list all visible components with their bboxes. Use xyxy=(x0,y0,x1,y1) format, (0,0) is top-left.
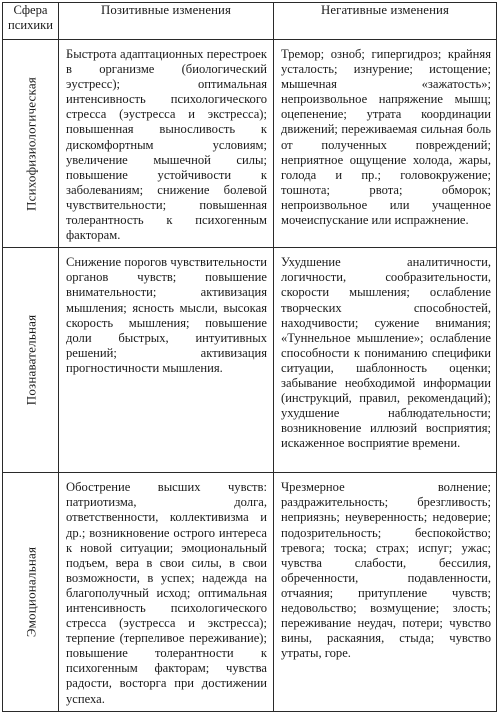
sphere-label: Психофизиологическая xyxy=(22,76,38,211)
header-sphere-cell xyxy=(3,3,59,40)
header-positive-cell: Позитивные изменения xyxy=(59,3,274,40)
sphere-cell xyxy=(3,40,59,248)
positive-cell xyxy=(59,473,274,711)
psyche-changes-table xyxy=(2,2,497,712)
table-row xyxy=(3,40,497,248)
sphere-cell xyxy=(3,473,59,711)
table-row xyxy=(3,248,497,473)
positive-text: Снижение порогов чувствительности органов чувств; повышение внимательности; активизация мышления; ясность мысли, высокая скорость мышления; повышение доли быстрых, интуитивных решений; активизация прогностичности мышления. xyxy=(66,255,267,375)
negative-text: Тремор; озноб; гипергидроз; крайняя усталость; изнурение; истощение; мышечная «зажатость»; непроизвольное напряжение мышц; оцепенение; утрата координации движений; переживаемая сильная боль от полученных повреждений; неприятное ощущение холода, жары, голода и пр.; головокружение; тошнота; рвота; обморок; непроизвольное или учащенное мочеиспускание или испражнение. xyxy=(281,47,491,228)
negative-text: Чрезмерное волнение; раздражительность; брезгливость; неприязнь; неуверенность; недоверие; подозрительность; беспокойство; тревога; тоска; страх; испуг; ужас; чувства слабости, бессилия, обреченности, подавленности, отчаяния; притупление чувств; недовольство; возмущение; злость; переживание неудач, потери; чувство вины, раскаяния, стыда; чувство утраты, горе. xyxy=(281,480,491,661)
table-header-row xyxy=(3,3,497,40)
negative-cell xyxy=(274,473,497,711)
negative-cell xyxy=(274,248,497,473)
positive-cell xyxy=(59,248,274,473)
header-negative-cell: Негативные изменения xyxy=(274,3,497,40)
positive-cell xyxy=(59,40,274,248)
header-sphere-line2: психики xyxy=(8,18,53,32)
sphere-label: Эмоциональная xyxy=(22,546,38,638)
negative-text: Ухудшение аналитичности, логичности, сообразительности, скорости мышления; ослабление творческих способностей, находчивости; сужение внимания; «Туннельное мышление»; ослабление способности к пониманию специфики ситуации, шаблонность оценки; забывание необходимой информации (инструкций, правил, рекомендаций); ухудшение наблюдательности; возникновение иллюзий восприятия; искаженное восприятие времени. xyxy=(281,255,491,451)
table-row xyxy=(3,473,497,711)
sphere-cell xyxy=(3,248,59,473)
sphere-label: Познавательная xyxy=(22,314,38,406)
positive-text: Обострение высших чувств: патриотизма, долга, ответственности, коллективизма и др.; возникновение острого интереса к новой ситуации; эмоциональный подъем, вера в свои силы, в свои возможности, в успех; надежда на благополучный исход; оптимальная интенсивность психологического стресса (эустресса и экстресса); терпение (терпеливое переживание); повышение толерантности к психогенным факторам; чувства радости, восторга при достижении успеха. xyxy=(66,480,267,706)
header-sphere-line1: Сфера xyxy=(13,3,48,17)
positive-text: Быстрота адаптационных перестроек в организме (биологический эустресс); оптимальная интенсивность психологического стресса (эустресса и экстресса); повышенная выносливость к дискомфортным условиям; увеличение мышечной силы; повышение устойчивости к заболеваниям; снижение болевой чувствительности; повышенная толерантность к психогенным факторам. xyxy=(66,47,267,243)
negative-cell xyxy=(274,40,497,248)
